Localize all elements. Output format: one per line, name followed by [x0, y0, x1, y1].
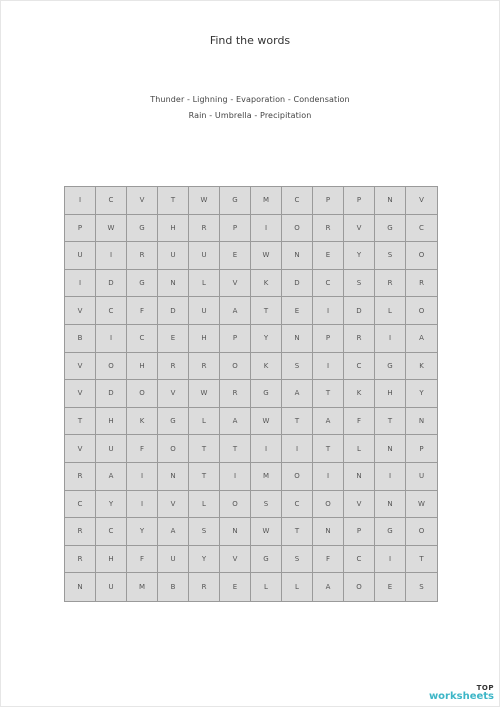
grid-cell[interactable]: S: [189, 518, 220, 546]
grid-cell[interactable]: E: [313, 242, 344, 270]
grid-cell[interactable]: U: [158, 242, 189, 270]
grid-cell[interactable]: C: [313, 270, 344, 298]
grid-cell[interactable]: E: [220, 242, 251, 270]
grid-cell[interactable]: Y: [127, 518, 158, 546]
grid-cell[interactable]: T: [158, 187, 189, 215]
grid-cell[interactable]: C: [96, 187, 127, 215]
grid-cell[interactable]: I: [313, 463, 344, 491]
grid-cell[interactable]: W: [189, 380, 220, 408]
grid-cell[interactable]: O: [406, 297, 437, 325]
grid-cell[interactable]: R: [406, 270, 437, 298]
grid-cell[interactable]: U: [189, 297, 220, 325]
grid-cell[interactable]: I: [375, 463, 406, 491]
grid-cell[interactable]: N: [65, 573, 96, 601]
grid-cell[interactable]: L: [189, 408, 220, 436]
grid-cell[interactable]: K: [251, 270, 282, 298]
grid-cell[interactable]: O: [158, 435, 189, 463]
grid-cell[interactable]: N: [282, 325, 313, 353]
grid-cell[interactable]: V: [406, 187, 437, 215]
grid-cell[interactable]: B: [158, 573, 189, 601]
grid-cell[interactable]: K: [344, 380, 375, 408]
grid-cell[interactable]: H: [189, 325, 220, 353]
grid-cell[interactable]: C: [127, 325, 158, 353]
grid-cell[interactable]: L: [251, 573, 282, 601]
grid-cell[interactable]: F: [313, 546, 344, 574]
grid-cell[interactable]: I: [375, 546, 406, 574]
grid-cell[interactable]: A: [406, 325, 437, 353]
grid-cell[interactable]: S: [344, 270, 375, 298]
grid-cell[interactable]: E: [282, 297, 313, 325]
grid-cell[interactable]: C: [344, 546, 375, 574]
grid-cell[interactable]: N: [406, 408, 437, 436]
grid-cell[interactable]: U: [158, 546, 189, 574]
grid-cell[interactable]: C: [96, 518, 127, 546]
grid-cell[interactable]: F: [127, 297, 158, 325]
grid-cell[interactable]: S: [251, 491, 282, 519]
grid-cell[interactable]: O: [96, 353, 127, 381]
grid-cell[interactable]: T: [189, 435, 220, 463]
grid-cell[interactable]: I: [282, 435, 313, 463]
grid-cell[interactable]: K: [127, 408, 158, 436]
grid-cell[interactable]: F: [127, 546, 158, 574]
grid-cell[interactable]: G: [375, 518, 406, 546]
grid-cell[interactable]: H: [158, 215, 189, 243]
grid-cell[interactable]: T: [189, 463, 220, 491]
grid-cell[interactable]: W: [251, 518, 282, 546]
grid-cell[interactable]: R: [65, 463, 96, 491]
grid-cell[interactable]: N: [158, 270, 189, 298]
grid-cell[interactable]: U: [65, 242, 96, 270]
grid-cell[interactable]: G: [251, 380, 282, 408]
grid-cell[interactable]: R: [375, 270, 406, 298]
grid-cell[interactable]: A: [282, 380, 313, 408]
grid-cell[interactable]: A: [96, 463, 127, 491]
grid-cell[interactable]: M: [127, 573, 158, 601]
grid-cell[interactable]: L: [189, 491, 220, 519]
grid-cell[interactable]: V: [65, 353, 96, 381]
grid-cell[interactable]: V: [220, 270, 251, 298]
grid-cell[interactable]: H: [127, 353, 158, 381]
grid-cell[interactable]: U: [96, 435, 127, 463]
grid-cell[interactable]: Y: [96, 491, 127, 519]
grid-cell[interactable]: U: [406, 463, 437, 491]
grid-cell[interactable]: T: [65, 408, 96, 436]
grid-cell[interactable]: I: [313, 297, 344, 325]
grid-cell[interactable]: W: [96, 215, 127, 243]
grid-cell[interactable]: F: [344, 408, 375, 436]
grid-cell[interactable]: E: [220, 573, 251, 601]
grid-cell[interactable]: T: [282, 408, 313, 436]
grid-cell[interactable]: W: [406, 491, 437, 519]
grid-cell[interactable]: C: [406, 215, 437, 243]
grid-cell[interactable]: V: [344, 491, 375, 519]
grid-cell[interactable]: Y: [406, 380, 437, 408]
grid-cell[interactable]: P: [220, 325, 251, 353]
grid-cell[interactable]: G: [127, 270, 158, 298]
grid-cell[interactable]: D: [158, 297, 189, 325]
grid-cell[interactable]: Y: [189, 546, 220, 574]
grid-cell[interactable]: A: [220, 408, 251, 436]
grid-cell[interactable]: R: [220, 380, 251, 408]
grid-cell[interactable]: R: [158, 353, 189, 381]
grid-cell[interactable]: N: [375, 435, 406, 463]
grid-cell[interactable]: D: [282, 270, 313, 298]
grid-cell[interactable]: S: [282, 353, 313, 381]
grid-cell[interactable]: T: [251, 297, 282, 325]
grid-cell[interactable]: V: [220, 546, 251, 574]
grid-cell[interactable]: N: [282, 242, 313, 270]
grid-cell[interactable]: P: [313, 187, 344, 215]
grid-cell[interactable]: T: [313, 435, 344, 463]
grid-cell[interactable]: R: [344, 325, 375, 353]
grid-cell[interactable]: I: [65, 270, 96, 298]
grid-cell[interactable]: N: [313, 518, 344, 546]
word-list-line-1: Thunder - Lighning - Evaporation - Condensation: [150, 95, 350, 104]
grid-cell[interactable]: F: [127, 435, 158, 463]
grid-cell[interactable]: S: [419, 583, 424, 592]
grid-cell[interactable]: W: [251, 408, 282, 436]
topworksheets-logo: [429, 685, 494, 702]
grid-cell[interactable]: R: [65, 546, 96, 574]
grid-cell[interactable]: E: [375, 573, 406, 601]
grid-cell[interactable]: O: [344, 573, 375, 601]
grid-cell[interactable]: C: [96, 297, 127, 325]
grid-cell[interactable]: T: [406, 546, 437, 574]
grid-cell[interactable]: K: [406, 353, 437, 381]
grid-cell[interactable]: I: [375, 325, 406, 353]
grid-cell[interactable]: R: [189, 573, 220, 601]
grid-cell[interactable]: K: [251, 353, 282, 381]
grid-cell[interactable]: Y: [344, 242, 375, 270]
grid-cell[interactable]: V: [344, 215, 375, 243]
grid-cell[interactable]: O: [220, 353, 251, 381]
grid-cell[interactable]: W: [189, 187, 220, 215]
grid-cell[interactable]: I: [251, 215, 282, 243]
grid-cell[interactable]: D: [96, 380, 127, 408]
grid-cell[interactable]: I: [96, 325, 127, 353]
grid-cell[interactable]: I: [65, 187, 96, 215]
grid-cell[interactable]: N: [375, 491, 406, 519]
grid-cell[interactable]: R: [313, 215, 344, 243]
grid-cell[interactable]: T: [313, 380, 344, 408]
grid-cell[interactable]: P: [406, 435, 437, 463]
word-search-grid: [64, 186, 438, 602]
grid-cell[interactable]: N: [344, 463, 375, 491]
grid-cell[interactable]: M: [251, 187, 282, 215]
grid-cell[interactable]: N: [220, 518, 251, 546]
grid-cell[interactable]: I: [251, 435, 282, 463]
grid-cell[interactable]: H: [375, 380, 406, 408]
grid-cell[interactable]: A: [313, 573, 344, 601]
grid-cell[interactable]: C: [65, 491, 96, 519]
logo-bottom-text: worksheets: [428, 691, 494, 702]
grid-cell[interactable]: H: [96, 546, 127, 574]
grid-cell[interactable]: D: [96, 270, 127, 298]
grid-cell[interactable]: P: [344, 518, 375, 546]
grid-cell[interactable]: T: [375, 408, 406, 436]
grid-cell[interactable]: V: [158, 491, 189, 519]
grid-cell[interactable]: R: [189, 215, 220, 243]
grid-cell[interactable]: O: [406, 242, 437, 270]
logo-top-text: TOP: [476, 684, 494, 692]
grid-cell[interactable]: O: [282, 463, 313, 491]
grid-cell[interactable]: A: [313, 408, 344, 436]
grid-cell[interactable]: L: [344, 435, 375, 463]
grid-cell[interactable]: P: [220, 215, 251, 243]
grid-cell[interactable]: O: [127, 380, 158, 408]
grid-cell[interactable]: L: [375, 297, 406, 325]
word-list-line-2: Rain - Umbrella - Precipitation: [188, 111, 312, 120]
grid-cell[interactable]: C: [282, 491, 313, 519]
grid-cell[interactable]: N: [375, 187, 406, 215]
grid-cell[interactable]: O: [406, 518, 437, 546]
grid-cell[interactable]: O: [313, 491, 344, 519]
grid-cell[interactable]: L: [189, 270, 220, 298]
grid-cell[interactable]: V: [65, 435, 96, 463]
grid-cell[interactable]: G: [375, 215, 406, 243]
grid-cell[interactable]: E: [158, 325, 189, 353]
grid-cell[interactable]: R: [189, 353, 220, 381]
grid-cell[interactable]: M: [251, 463, 282, 491]
grid-cell[interactable]: G: [158, 408, 189, 436]
grid-cell[interactable]: I: [220, 463, 251, 491]
grid-cell[interactable]: V: [65, 297, 96, 325]
grid-cell[interactable]: R: [127, 242, 158, 270]
grid-cell[interactable]: V: [65, 380, 96, 408]
grid-cell[interactable]: I: [313, 353, 344, 381]
grid-cell[interactable]: T: [220, 435, 251, 463]
grid-cell[interactable]: B: [65, 325, 96, 353]
grid-cell[interactable]: I: [127, 491, 158, 519]
grid-cell[interactable]: P: [65, 215, 96, 243]
grid-cell[interactable]: A: [220, 297, 251, 325]
grid-cell[interactable]: L: [282, 573, 313, 601]
grid-cell[interactable]: G: [127, 215, 158, 243]
grid-cell[interactable]: W: [251, 242, 282, 270]
grid-cell[interactable]: U: [189, 242, 220, 270]
grid-cell[interactable]: O: [220, 491, 251, 519]
grid-cell[interactable]: C: [344, 353, 375, 381]
grid-cell[interactable]: S: [282, 546, 313, 574]
grid-cell[interactable]: O: [282, 215, 313, 243]
grid-cell[interactable]: U: [96, 573, 127, 601]
grid-cell[interactable]: G: [251, 546, 282, 574]
grid-cell[interactable]: P: [313, 325, 344, 353]
grid-cell[interactable]: I: [127, 463, 158, 491]
grid-cell[interactable]: D: [344, 297, 375, 325]
grid-cell[interactable]: N: [158, 463, 189, 491]
grid-cell[interactable]: A: [158, 518, 189, 546]
grid-cell[interactable]: P: [344, 187, 375, 215]
grid-cell[interactable]: T: [282, 518, 313, 546]
grid-cell[interactable]: G: [375, 353, 406, 381]
grid-cell[interactable]: V: [158, 380, 189, 408]
grid-cell[interactable]: G: [220, 187, 251, 215]
grid-cell[interactable]: C: [282, 187, 313, 215]
grid-cell[interactable]: V: [127, 187, 158, 215]
grid-cell[interactable]: I: [96, 242, 127, 270]
grid-cell[interactable]: R: [65, 518, 96, 546]
grid-cell[interactable]: H: [96, 408, 127, 436]
page-title: Find the words: [209, 34, 291, 47]
grid-cell[interactable]: Y: [251, 325, 282, 353]
grid-cell[interactable]: S: [375, 242, 406, 270]
